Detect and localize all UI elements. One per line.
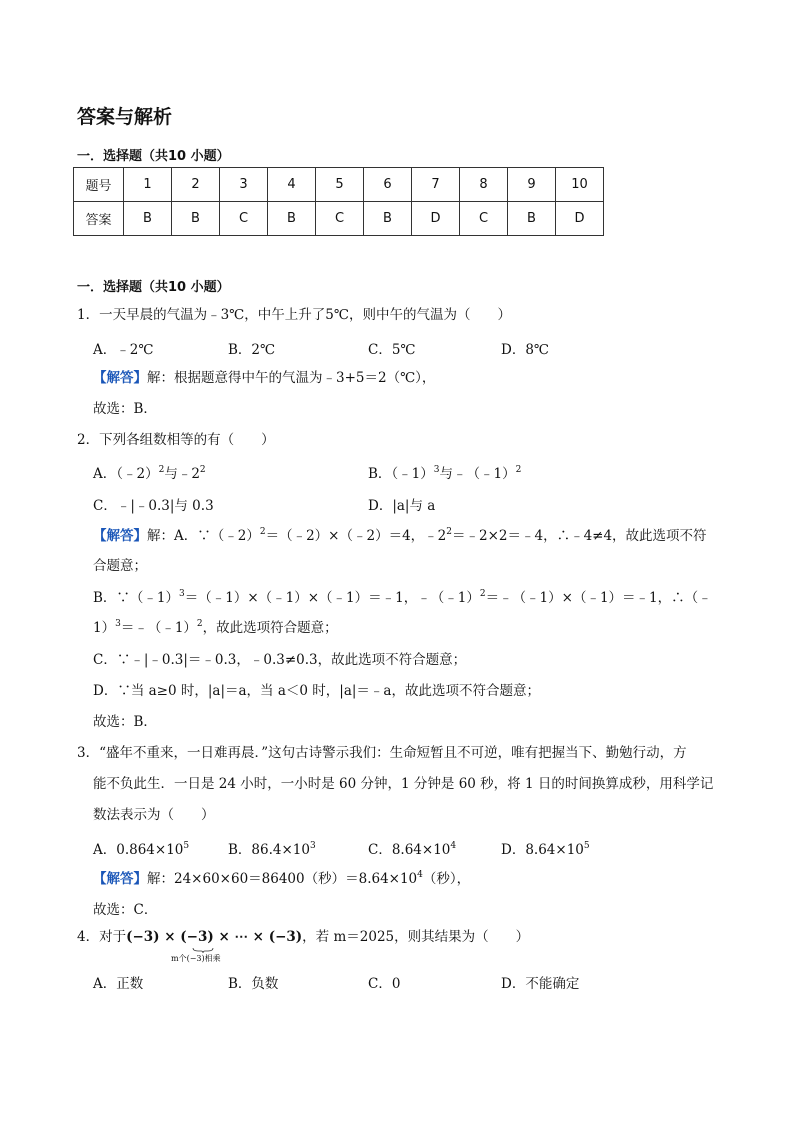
table-cell: 6: [364, 168, 412, 202]
exponent: 2: [199, 465, 206, 475]
stem-text: 4．对于: [77, 929, 127, 945]
exponent: 5: [583, 841, 590, 851]
solution-text: ＝（﹣1）×（﹣1）×（﹣1）＝﹣1，﹣（﹣1）: [184, 590, 480, 606]
q1-choose: 故选：B．: [93, 401, 157, 417]
q4-option-c: C．0: [368, 976, 401, 992]
solution-text: （秒），: [422, 871, 471, 887]
table-cell: B: [124, 202, 172, 236]
q3-solution: [93, 869, 470, 889]
section-header: 一．选择题（共10 小题）: [77, 149, 230, 164]
table-cell: 1: [124, 168, 172, 202]
stem-text: ，若 m＝2025，则其结果为（ ）: [302, 929, 530, 945]
math-expression: (−3) × (−3) × ⋯ × (−3): [126, 929, 303, 945]
section-header: 一．选择题（共10 小题）: [77, 280, 230, 295]
exponent: 3: [179, 589, 185, 599]
question-3-line-1: 3．“盛年不重来，一日难再晨．”这句古诗警示我们：生命短暂且不可逆，唯有把握当下、勤勉行动，方: [77, 745, 687, 761]
q1-option-d: D．8℃: [501, 342, 550, 358]
exponent: 3: [309, 841, 316, 851]
q4-option-b: B．负数: [228, 976, 279, 992]
table-cell: 4: [268, 168, 316, 202]
q2-option-a: [93, 462, 206, 482]
table-cell: 7: [412, 168, 460, 202]
exponent: 5: [183, 841, 190, 851]
solution-text: 解：A．∵（﹣2）: [147, 528, 260, 544]
question-3-line-2: 能不负此生．一日是 24 小时，一小时是 60 分钟，1 分钟是 60 秒，将 1 日的时间换算成秒，用科学记: [93, 776, 714, 792]
table-cell: 8: [460, 168, 508, 202]
underbrace-label: m个(−3)相乘: [171, 954, 221, 963]
exponent: 2: [479, 589, 486, 599]
exponent: 4: [450, 841, 457, 851]
q2-option-c: C．﹣|﹣0.3|与 0.3: [93, 498, 214, 514]
solution-text: 1）: [93, 620, 116, 636]
jieda-label: 【解答】: [93, 370, 147, 386]
table-cell: 3: [220, 168, 268, 202]
option-text: 与﹣2: [164, 466, 200, 482]
solution-text: ＝﹣2×2＝﹣4，∴﹣4≠4，故此选项不符: [451, 528, 707, 544]
q3-option-d: [501, 838, 590, 858]
q3-option-c: [368, 838, 456, 858]
table-row: [74, 168, 604, 202]
solution-text: ＝﹣（﹣1）×（﹣1）＝﹣1，∴（﹣: [485, 590, 712, 606]
option-text: B．（﹣1）: [368, 466, 434, 482]
q2-solution-line-4: [93, 618, 338, 638]
q1-option-a: A．﹣2℃: [93, 342, 154, 358]
exponent: 4: [417, 870, 423, 880]
q4-option-d: D．不能确定: [501, 976, 580, 992]
page-title: 答案与解析: [77, 106, 173, 128]
option-text: D．8.64×10: [501, 842, 584, 858]
option-text: B．86.4×10: [228, 842, 310, 858]
table-cell: 5: [316, 168, 364, 202]
table-cell: C: [220, 202, 268, 236]
table-cell: B: [268, 202, 316, 236]
question-1-stem: 1．一天早晨的气温为﹣3℃，中午上升了5℃，则中午的气温为（ ）: [77, 307, 511, 323]
table-cell: C: [316, 202, 364, 236]
table-cell: 9: [508, 168, 556, 202]
exponent: 2: [196, 619, 203, 629]
solution-text: 解：24×60×60＝86400（秒）＝8.64×10: [147, 871, 418, 887]
table-header-cell: 答案: [74, 202, 124, 236]
table-cell: 2: [172, 168, 220, 202]
jieda-label: 【解答】: [93, 528, 147, 544]
table-cell: B: [364, 202, 412, 236]
solution-text: ，故此选项符合题意；: [202, 620, 338, 636]
solution-text: ＝﹣（﹣1）: [120, 620, 197, 636]
option-text: C．8.64×10: [368, 842, 451, 858]
table-cell: C: [460, 202, 508, 236]
exponent: 2: [515, 465, 522, 475]
table-header-cell: 题号: [74, 168, 124, 202]
question-3-line-3: 数法表示为（ ）: [93, 807, 215, 823]
table-cell: 10: [556, 168, 604, 202]
q1-solution: [93, 368, 435, 388]
option-text: 与﹣（﹣1）: [439, 466, 516, 482]
exponent: 3: [115, 619, 121, 629]
exponent: 2: [446, 527, 452, 537]
q2-solution-line-2: 合题意；: [93, 558, 147, 574]
q3-choose: 故选：C．: [93, 902, 158, 918]
q3-option-a: [93, 838, 189, 858]
q1-option-b: B．2℃: [228, 342, 276, 358]
q2-solution-line-1: [93, 526, 707, 546]
table-row: [74, 202, 604, 236]
q2-solution-line-5: C．∵﹣|﹣0.3|＝﹣0.3，﹣0.3≠0.3，故此选项不符合题意；: [93, 652, 467, 668]
q2-solution-line-3: [93, 588, 712, 608]
option-text: A．（﹣2）: [93, 466, 159, 482]
table-cell: B: [172, 202, 220, 236]
q1-option-c: C．5℃: [368, 342, 416, 358]
solution-text: 解：根据题意得中午的气温为﹣3+5＝2（℃），: [147, 370, 436, 386]
q3-option-b: [228, 838, 316, 858]
exponent: 3: [433, 465, 440, 475]
q2-option-b: [368, 462, 521, 482]
table-cell: D: [556, 202, 604, 236]
option-text: A．0.864×10: [93, 842, 184, 858]
table-cell: D: [412, 202, 460, 236]
table-cell: B: [508, 202, 556, 236]
answer-table: [73, 167, 604, 236]
solution-text: ＝（﹣2）×（﹣2）＝4，﹣2: [265, 528, 447, 544]
question-4-stem: [77, 927, 529, 947]
exponent: 2: [158, 465, 165, 475]
exponent: 2: [259, 527, 266, 537]
q4-option-a: A．正数: [93, 976, 144, 992]
jieda-label: 【解答】: [93, 871, 147, 887]
solution-text: B．∵（﹣1）: [93, 590, 180, 606]
q2-choose: 故选：B．: [93, 714, 157, 730]
question-2-stem: 2．下列各组数相等的有（ ）: [77, 432, 275, 448]
q2-option-d: D．|a|与 a: [368, 498, 436, 514]
q2-solution-line-6: D．∵当 a≥0 时，|a|＝a，当 a＜0 时，|a|＝﹣a，故此选项不符合题意；: [93, 683, 540, 699]
